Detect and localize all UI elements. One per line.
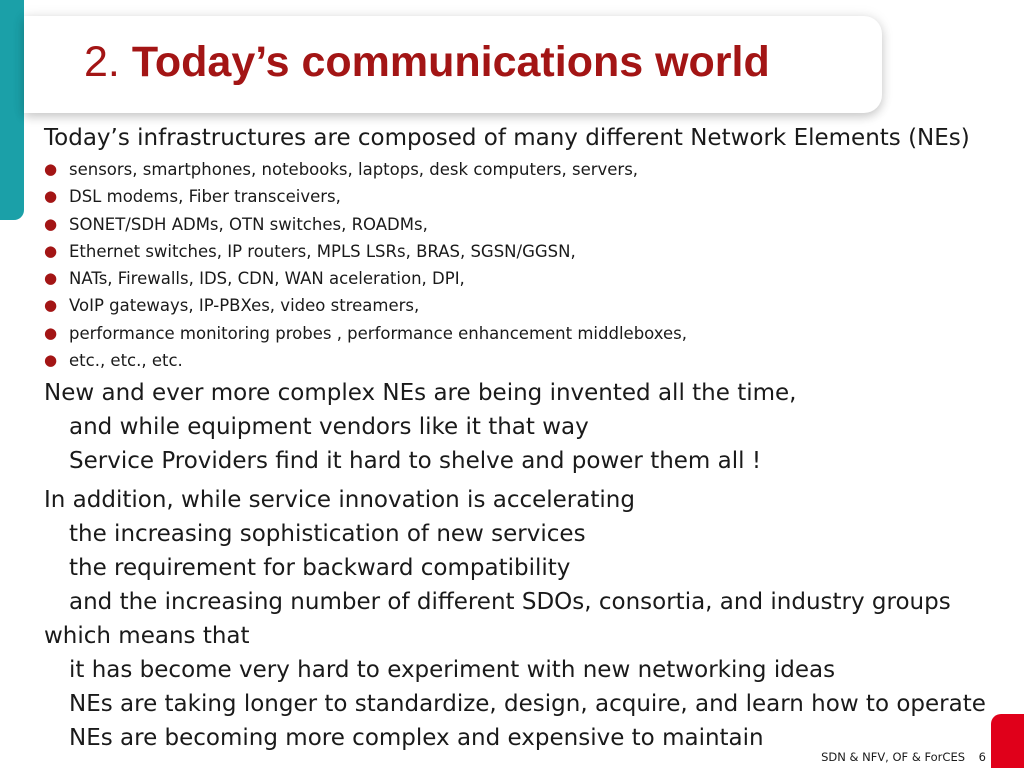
bullet-dot-icon: ● [44, 351, 58, 370]
slide-body [44, 121, 1004, 755]
bullet-dot-icon: ● [44, 214, 58, 233]
bullet-item: ● DSL modems, Fiber transceivers, [44, 183, 1004, 210]
title-number: 2. [84, 38, 120, 86]
left-accent-bar [0, 0, 24, 220]
bullet-item: ● performance monitoring probes , performance enhancement middleboxes, [44, 320, 1004, 347]
bullet-dot-icon: ● [44, 241, 58, 260]
bullet-list [44, 156, 1004, 374]
intro-line: Today’s infrastructures are composed of many different Network Elements (NEs) [44, 125, 970, 151]
paragraph-new-nes [44, 376, 1004, 478]
paragraph-line: NEs are taking longer to standardize, design, acquire, and learn how to operate [69, 691, 986, 718]
bullet-item: ● sensors, smartphones, notebooks, laptops, desk computers, servers, [44, 156, 1004, 183]
slide-footer [821, 750, 986, 764]
bullet-item: ● etc., etc., etc. [44, 347, 1004, 374]
title-text: Today’s communications world [131, 38, 770, 86]
paragraph-line: it has become very hard to experiment with new networking ideas [69, 657, 836, 684]
bullet-dot-icon: ● [44, 269, 58, 288]
bullet-item: ● VoIP gateways, IP-PBXes, video streamers, [44, 292, 1004, 319]
paragraph-innovation [44, 483, 1004, 755]
paragraph-line: In addition, while service innovation is accelerating [44, 487, 635, 514]
corner-accent [991, 714, 1024, 768]
bullet-dot-icon: ● [44, 296, 58, 315]
paragraph-line: and the increasing number of different SDOs, consortia, and industry groups [69, 589, 951, 616]
page-number: 6 [978, 750, 986, 764]
bullet-item: ● NATs, Firewalls, IDS, CDN, WAN aceleration, DPI, [44, 265, 1004, 292]
paragraph-line: Service Providers find it hard to shelve and power them all ! [69, 448, 762, 475]
paragraph-line: NEs are becoming more complex and expensive to maintain [69, 725, 764, 752]
footer-label: SDN & NFV, OF & ForCES [821, 750, 966, 764]
paragraph-line: and while equipment vendors like it that way [69, 414, 589, 441]
bullet-dot-icon: ● [44, 323, 58, 342]
paragraph-line: the increasing sophistication of new services [69, 521, 586, 548]
paragraph-line: which means that [44, 623, 250, 650]
bullet-item: ● Ethernet switches, IP routers, MPLS LSRs, BRAS, SGSN/GGSN, [44, 238, 1004, 265]
paragraph-line: New and ever more complex NEs are being invented all the time, [44, 380, 797, 407]
paragraph-line: the requirement for backward compatibility [69, 555, 571, 582]
slide-title [84, 36, 770, 88]
bullet-dot-icon: ● [44, 187, 58, 206]
bullet-dot-icon: ● [44, 160, 58, 178]
bullet-item: ● SONET/SDH ADMs, OTN switches, ROADMs, [44, 211, 1004, 238]
